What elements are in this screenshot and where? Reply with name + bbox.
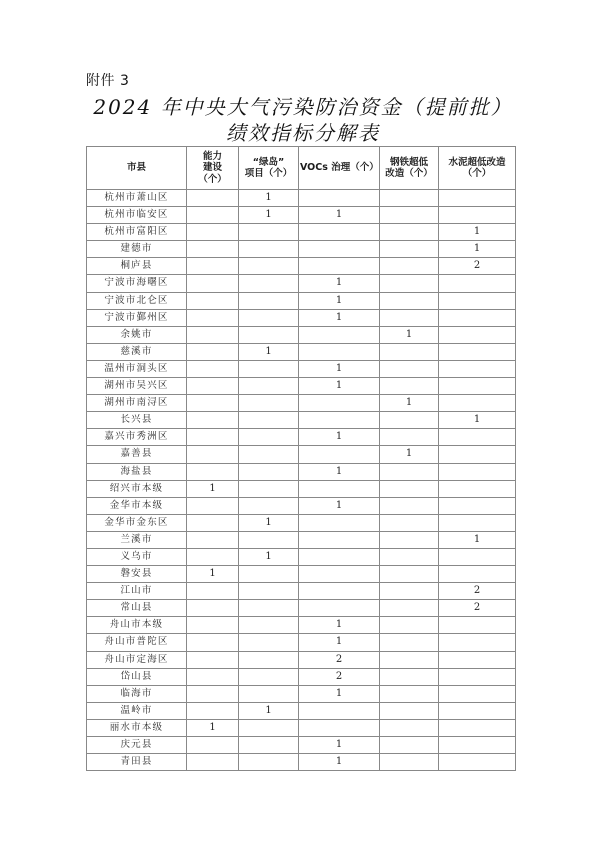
cell-steel-ultra-low bbox=[380, 429, 439, 446]
cell-capacity-building bbox=[187, 548, 239, 565]
cell-steel-ultra-low bbox=[380, 497, 439, 514]
cell-cement-ultra-low bbox=[439, 207, 516, 224]
column-header-green-island-line-1: “绿岛” bbox=[252, 156, 285, 168]
table-row bbox=[87, 412, 516, 429]
cell-cement-ultra-low bbox=[439, 685, 516, 702]
cell-cement-ultra-low bbox=[439, 343, 516, 360]
cell-green-island: 1 bbox=[239, 343, 299, 360]
cell-steel-ultra-low: 1 bbox=[380, 446, 439, 463]
cell-city: 义乌市 bbox=[87, 548, 187, 565]
cell-green-island bbox=[239, 634, 299, 651]
cell-cement-ultra-low bbox=[439, 719, 516, 736]
cell-vocs: 1 bbox=[299, 754, 380, 771]
table-row bbox=[87, 190, 516, 207]
table-row bbox=[87, 463, 516, 480]
cell-city: 桐庐县 bbox=[87, 258, 187, 275]
cell-green-island bbox=[239, 309, 299, 326]
cell-green-island bbox=[239, 241, 299, 258]
cell-city: 兰溪市 bbox=[87, 531, 187, 548]
cell-vocs bbox=[299, 531, 380, 548]
cell-vocs bbox=[299, 224, 380, 241]
column-header-capacity-line-2: 建设 bbox=[202, 162, 222, 174]
cell-vocs: 2 bbox=[299, 651, 380, 668]
column-header-cement-ultra-low bbox=[439, 147, 516, 190]
cell-steel-ultra-low bbox=[380, 378, 439, 395]
cell-green-island bbox=[239, 463, 299, 480]
cell-city: 绍兴市本级 bbox=[87, 480, 187, 497]
cell-vocs: 1 bbox=[299, 207, 380, 224]
cell-cement-ultra-low: 2 bbox=[439, 600, 516, 617]
cell-cement-ultra-low bbox=[439, 292, 516, 309]
cell-vocs bbox=[299, 343, 380, 360]
cell-green-island bbox=[239, 224, 299, 241]
cell-cement-ultra-low: 1 bbox=[439, 224, 516, 241]
table-row bbox=[87, 634, 516, 651]
cell-city: 临海市 bbox=[87, 685, 187, 702]
cell-cement-ultra-low bbox=[439, 702, 516, 719]
cell-green-island bbox=[239, 292, 299, 309]
table-row bbox=[87, 378, 516, 395]
cell-green-island bbox=[239, 600, 299, 617]
table-body bbox=[87, 190, 516, 771]
cell-green-island: 1 bbox=[239, 514, 299, 531]
cell-cement-ultra-low: 1 bbox=[439, 241, 516, 258]
cell-cement-ultra-low bbox=[439, 309, 516, 326]
cell-cement-ultra-low bbox=[439, 395, 516, 412]
cell-capacity-building bbox=[187, 309, 239, 326]
cell-capacity-building bbox=[187, 463, 239, 480]
column-header-vocs-line-1: VOCs 治理（个） bbox=[300, 162, 379, 174]
cell-city: 宁波市海曙区 bbox=[87, 275, 187, 292]
cell-cement-ultra-low bbox=[439, 737, 516, 754]
cell-green-island bbox=[239, 412, 299, 429]
cell-steel-ultra-low bbox=[380, 702, 439, 719]
cell-capacity-building bbox=[187, 702, 239, 719]
cell-vocs bbox=[299, 190, 380, 207]
table-row bbox=[87, 224, 516, 241]
cell-green-island bbox=[239, 531, 299, 548]
cell-steel-ultra-low bbox=[380, 668, 439, 685]
column-header-steel-line-1: 钢铁超低 bbox=[389, 156, 428, 168]
cell-cement-ultra-low: 2 bbox=[439, 583, 516, 600]
cell-green-island: 1 bbox=[239, 702, 299, 719]
table-row bbox=[87, 275, 516, 292]
cell-capacity-building bbox=[187, 634, 239, 651]
cell-cement-ultra-low bbox=[439, 480, 516, 497]
cell-capacity-building bbox=[187, 668, 239, 685]
cell-steel-ultra-low bbox=[380, 190, 439, 207]
cell-vocs: 1 bbox=[299, 309, 380, 326]
cell-vocs bbox=[299, 566, 380, 583]
cell-capacity-building bbox=[187, 412, 239, 429]
cell-capacity-building bbox=[187, 617, 239, 634]
cell-green-island bbox=[239, 446, 299, 463]
cell-city: 慈溪市 bbox=[87, 343, 187, 360]
cell-city: 金华市本级 bbox=[87, 497, 187, 514]
table-row bbox=[87, 326, 516, 343]
cell-city: 建德市 bbox=[87, 241, 187, 258]
cell-capacity-building bbox=[187, 685, 239, 702]
cell-city: 常山县 bbox=[87, 600, 187, 617]
cell-cement-ultra-low bbox=[439, 514, 516, 531]
cell-green-island bbox=[239, 497, 299, 514]
cell-green-island bbox=[239, 754, 299, 771]
cell-city: 宁波市鄞州区 bbox=[87, 309, 187, 326]
cell-cement-ultra-low: 1 bbox=[439, 412, 516, 429]
cell-vocs bbox=[299, 241, 380, 258]
cell-capacity-building bbox=[187, 600, 239, 617]
cell-cement-ultra-low: 1 bbox=[439, 531, 516, 548]
cell-green-island bbox=[239, 566, 299, 583]
table-row bbox=[87, 207, 516, 224]
cell-green-island bbox=[239, 668, 299, 685]
table-row bbox=[87, 617, 516, 634]
cell-vocs bbox=[299, 548, 380, 565]
cell-vocs: 1 bbox=[299, 685, 380, 702]
table-row bbox=[87, 292, 516, 309]
cell-steel-ultra-low bbox=[380, 583, 439, 600]
cell-capacity-building bbox=[187, 497, 239, 514]
table-row bbox=[87, 719, 516, 736]
cell-steel-ultra-low bbox=[380, 360, 439, 377]
cell-cement-ultra-low bbox=[439, 429, 516, 446]
cell-city: 金华市金东区 bbox=[87, 514, 187, 531]
cell-capacity-building bbox=[187, 378, 239, 395]
cell-steel-ultra-low bbox=[380, 566, 439, 583]
cell-steel-ultra-low bbox=[380, 309, 439, 326]
cell-steel-ultra-low bbox=[380, 207, 439, 224]
column-header-cement-line-1: 水泥超低改造 bbox=[448, 156, 506, 168]
cell-city: 宁波市北仑区 bbox=[87, 292, 187, 309]
cell-green-island bbox=[239, 275, 299, 292]
table-row bbox=[87, 702, 516, 719]
cell-capacity-building bbox=[187, 292, 239, 309]
cell-capacity-building: 1 bbox=[187, 566, 239, 583]
cell-steel-ultra-low bbox=[380, 600, 439, 617]
cell-steel-ultra-low bbox=[380, 617, 439, 634]
table-row bbox=[87, 651, 516, 668]
cell-green-island bbox=[239, 360, 299, 377]
table-row bbox=[87, 480, 516, 497]
cell-steel-ultra-low bbox=[380, 292, 439, 309]
table-header-row bbox=[87, 147, 516, 190]
attachment-label: 附件 3 bbox=[86, 73, 130, 89]
cell-steel-ultra-low bbox=[380, 514, 439, 531]
cell-cement-ultra-low bbox=[439, 275, 516, 292]
cell-vocs bbox=[299, 719, 380, 736]
cell-city: 岱山县 bbox=[87, 668, 187, 685]
cell-vocs bbox=[299, 702, 380, 719]
table-row bbox=[87, 258, 516, 275]
table-row bbox=[87, 737, 516, 754]
table-row bbox=[87, 668, 516, 685]
column-header-capacity-line-3: （个） bbox=[198, 173, 227, 185]
column-header-city bbox=[87, 147, 187, 190]
cell-cement-ultra-low bbox=[439, 190, 516, 207]
cell-city: 舟山市本级 bbox=[87, 617, 187, 634]
column-header-cement-line-2: （个） bbox=[462, 168, 492, 179]
cell-city: 江山市 bbox=[87, 583, 187, 600]
cell-capacity-building bbox=[187, 531, 239, 548]
cell-vocs: 2 bbox=[299, 668, 380, 685]
column-header-green-island bbox=[239, 147, 299, 190]
table-row bbox=[87, 309, 516, 326]
cell-cement-ultra-low bbox=[439, 548, 516, 565]
cell-cement-ultra-low bbox=[439, 634, 516, 651]
cell-city: 温州市洞头区 bbox=[87, 360, 187, 377]
cell-city: 湖州市南浔区 bbox=[87, 395, 187, 412]
cell-cement-ultra-low bbox=[439, 446, 516, 463]
cell-steel-ultra-low bbox=[380, 737, 439, 754]
cell-city: 青田县 bbox=[87, 754, 187, 771]
cell-steel-ultra-low: 1 bbox=[380, 395, 439, 412]
column-header-capacity-building bbox=[187, 147, 239, 190]
cell-city: 庆元县 bbox=[87, 737, 187, 754]
cell-steel-ultra-low bbox=[380, 275, 439, 292]
cell-steel-ultra-low bbox=[380, 719, 439, 736]
table-row bbox=[87, 514, 516, 531]
cell-steel-ultra-low bbox=[380, 224, 439, 241]
cell-green-island bbox=[239, 651, 299, 668]
table-row bbox=[87, 583, 516, 600]
cell-green-island: 1 bbox=[239, 548, 299, 565]
cell-capacity-building bbox=[187, 754, 239, 771]
table-row bbox=[87, 343, 516, 360]
cell-vocs: 1 bbox=[299, 378, 380, 395]
cell-capacity-building bbox=[187, 224, 239, 241]
cell-city: 舟山市普陀区 bbox=[87, 634, 187, 651]
column-header-steel-ultra-low bbox=[380, 147, 439, 190]
cell-cement-ultra-low bbox=[439, 378, 516, 395]
cell-vocs bbox=[299, 258, 380, 275]
cell-cement-ultra-low bbox=[439, 497, 516, 514]
cell-capacity-building bbox=[187, 241, 239, 258]
cell-vocs: 1 bbox=[299, 617, 380, 634]
cell-vocs: 1 bbox=[299, 463, 380, 480]
cell-green-island bbox=[239, 258, 299, 275]
cell-cement-ultra-low bbox=[439, 668, 516, 685]
cell-green-island bbox=[239, 378, 299, 395]
cell-city: 嘉兴市秀洲区 bbox=[87, 429, 187, 446]
cell-city: 海盐县 bbox=[87, 463, 187, 480]
cell-capacity-building bbox=[187, 326, 239, 343]
cell-steel-ultra-low bbox=[380, 531, 439, 548]
cell-vocs: 1 bbox=[299, 429, 380, 446]
table-row bbox=[87, 531, 516, 548]
cell-green-island: 1 bbox=[239, 190, 299, 207]
cell-steel-ultra-low bbox=[380, 480, 439, 497]
cell-steel-ultra-low bbox=[380, 651, 439, 668]
cell-vocs: 1 bbox=[299, 275, 380, 292]
cell-capacity-building bbox=[187, 446, 239, 463]
cell-vocs bbox=[299, 395, 380, 412]
column-header-capacity-line-1: 能力 bbox=[202, 150, 222, 162]
cell-capacity-building bbox=[187, 429, 239, 446]
cell-city: 温岭市 bbox=[87, 702, 187, 719]
table-row bbox=[87, 446, 516, 463]
cell-green-island bbox=[239, 617, 299, 634]
cell-capacity-building bbox=[187, 583, 239, 600]
cell-vocs bbox=[299, 514, 380, 531]
cell-cement-ultra-low bbox=[439, 360, 516, 377]
page-title-line-1: 2024 年中央大气污染防治资金（提前批） bbox=[93, 95, 513, 119]
cell-capacity-building: 1 bbox=[187, 719, 239, 736]
cell-vocs bbox=[299, 446, 380, 463]
table-row bbox=[87, 395, 516, 412]
cell-green-island bbox=[239, 326, 299, 343]
table-row bbox=[87, 685, 516, 702]
column-header-green-island-line-2: 项目（个） bbox=[244, 168, 293, 179]
cell-green-island bbox=[239, 685, 299, 702]
cell-cement-ultra-low bbox=[439, 566, 516, 583]
cell-vocs bbox=[299, 412, 380, 429]
column-header-vocs bbox=[299, 147, 380, 190]
table-row bbox=[87, 548, 516, 565]
cell-vocs: 1 bbox=[299, 360, 380, 377]
cell-city: 杭州市萧山区 bbox=[87, 190, 187, 207]
cell-capacity-building bbox=[187, 395, 239, 412]
cell-capacity-building bbox=[187, 737, 239, 754]
column-header-steel-line-2: 改造（个） bbox=[385, 168, 433, 179]
cell-steel-ultra-low bbox=[380, 754, 439, 771]
cell-vocs bbox=[299, 583, 380, 600]
table-row bbox=[87, 360, 516, 377]
cell-green-island bbox=[239, 395, 299, 412]
cell-vocs bbox=[299, 326, 380, 343]
cell-steel-ultra-low bbox=[380, 412, 439, 429]
cell-capacity-building bbox=[187, 343, 239, 360]
cell-vocs: 1 bbox=[299, 292, 380, 309]
cell-capacity-building bbox=[187, 190, 239, 207]
performance-indicator-table bbox=[86, 146, 516, 771]
cell-cement-ultra-low bbox=[439, 651, 516, 668]
table-row bbox=[87, 497, 516, 514]
cell-cement-ultra-low: 2 bbox=[439, 258, 516, 275]
table-row bbox=[87, 566, 516, 583]
cell-steel-ultra-low bbox=[380, 548, 439, 565]
cell-green-island bbox=[239, 480, 299, 497]
cell-city: 杭州市临安区 bbox=[87, 207, 187, 224]
cell-capacity-building bbox=[187, 207, 239, 224]
cell-capacity-building: 1 bbox=[187, 480, 239, 497]
page-title bbox=[0, 94, 600, 146]
table-row bbox=[87, 241, 516, 258]
cell-capacity-building bbox=[187, 258, 239, 275]
cell-city: 杭州市富阳区 bbox=[87, 224, 187, 241]
cell-city: 湖州市吴兴区 bbox=[87, 378, 187, 395]
cell-vocs: 1 bbox=[299, 737, 380, 754]
cell-steel-ultra-low bbox=[380, 685, 439, 702]
cell-steel-ultra-low bbox=[380, 241, 439, 258]
cell-cement-ultra-low bbox=[439, 617, 516, 634]
cell-capacity-building bbox=[187, 514, 239, 531]
cell-capacity-building bbox=[187, 651, 239, 668]
page-title-line-2: 绩效指标分解表 bbox=[226, 121, 380, 145]
cell-city: 丽水市本级 bbox=[87, 719, 187, 736]
cell-steel-ultra-low bbox=[380, 343, 439, 360]
cell-cement-ultra-low bbox=[439, 754, 516, 771]
cell-city: 余姚市 bbox=[87, 326, 187, 343]
table-row bbox=[87, 600, 516, 617]
table-header bbox=[87, 147, 516, 190]
cell-vocs: 1 bbox=[299, 497, 380, 514]
cell-green-island bbox=[239, 583, 299, 600]
cell-green-island bbox=[239, 719, 299, 736]
cell-capacity-building bbox=[187, 275, 239, 292]
cell-city: 嘉善县 bbox=[87, 446, 187, 463]
table-row bbox=[87, 754, 516, 771]
cell-cement-ultra-low bbox=[439, 463, 516, 480]
column-header-city-line-1: 市县 bbox=[126, 162, 146, 174]
cell-green-island bbox=[239, 737, 299, 754]
cell-green-island bbox=[239, 429, 299, 446]
cell-steel-ultra-low bbox=[380, 258, 439, 275]
cell-steel-ultra-low bbox=[380, 634, 439, 651]
cell-steel-ultra-low bbox=[380, 463, 439, 480]
cell-city: 长兴县 bbox=[87, 412, 187, 429]
cell-vocs bbox=[299, 480, 380, 497]
cell-city: 舟山市定海区 bbox=[87, 651, 187, 668]
cell-steel-ultra-low: 1 bbox=[380, 326, 439, 343]
cell-city: 磐安县 bbox=[87, 566, 187, 583]
cell-capacity-building bbox=[187, 360, 239, 377]
cell-vocs: 1 bbox=[299, 634, 380, 651]
cell-cement-ultra-low bbox=[439, 326, 516, 343]
cell-vocs bbox=[299, 600, 380, 617]
cell-green-island: 1 bbox=[239, 207, 299, 224]
table-row bbox=[87, 429, 516, 446]
